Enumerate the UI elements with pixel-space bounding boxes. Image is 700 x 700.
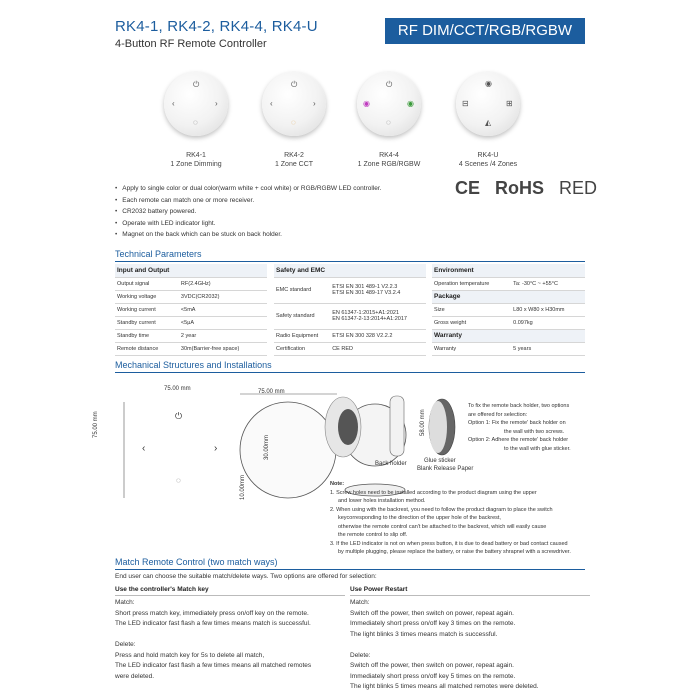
- param-value: 3VDC(CR2032): [179, 290, 267, 303]
- method-line: The LED indicator fast flash a few times means all matched remotes: [115, 662, 312, 669]
- section-divider: [115, 261, 585, 262]
- note-line: otherwise the remote control can't be attached to the backrest, which will easily cause: [338, 523, 547, 530]
- dimension-height: 75.00 mm: [93, 411, 99, 438]
- dimension-holder: 58.00 mm: [420, 409, 426, 436]
- param-value: CE RED: [330, 342, 426, 355]
- param-label: Size: [432, 303, 511, 316]
- table-row: [115, 303, 267, 316]
- method-head: Use Power Restart: [350, 586, 590, 596]
- table-header: Safety and EMC: [274, 264, 426, 277]
- remote-rk4-4-image: [357, 72, 421, 136]
- color-wheel-icon: ◉: [407, 99, 414, 108]
- param-value-line: EN 61347-1:2015+A1:2021: [332, 310, 400, 316]
- fix-instructions: [468, 402, 588, 453]
- power-icon: ⏻: [193, 80, 200, 89]
- param-label: Warranty: [432, 342, 511, 355]
- note-line: by multiple plugging, please replace the battery, or raise the battery shrapnel with a screwdriver.: [338, 549, 571, 555]
- remote-rk4-1-image: [164, 72, 228, 136]
- table-row: [274, 277, 426, 303]
- mech-section-title: Mechanical Structures and Installations: [115, 360, 272, 370]
- method-line: The light blinks 3 times means match is successful.: [350, 630, 498, 638]
- param-label: Operation temperature: [432, 277, 511, 290]
- environment-table: [432, 264, 585, 356]
- table-header: Input and Output: [115, 264, 267, 277]
- product-desc: 1 Zone RGB/RGBW: [357, 161, 421, 168]
- indicator-icon: ◌: [291, 118, 296, 127]
- match-intro: End user can choose the suitable match/delete ways. Two options are offered for selection:: [115, 573, 377, 580]
- feature-item: • CR2032 battery powered.: [115, 206, 381, 218]
- chevron-right-icon: ›: [313, 99, 316, 108]
- product-desc: 4 Scenes /4 Zones: [458, 161, 518, 168]
- table-header: Environment: [432, 264, 585, 277]
- method-line: Match:: [115, 599, 135, 606]
- scene-icon: ⊟: [462, 99, 469, 108]
- param-value: L80 x W80 x H30mm: [511, 303, 585, 316]
- param-value: 0.097kg: [511, 316, 585, 329]
- param-value: Ta: -30°C ~ +55°C: [511, 277, 585, 290]
- method-line: Immediately short press on/off key 5 times on the remote.: [350, 672, 516, 680]
- table-row: [115, 329, 267, 342]
- indicator-icon: ◌: [193, 118, 198, 127]
- param-value: 30m(Barrier-free space): [179, 342, 267, 355]
- table-row: [274, 303, 426, 329]
- certification-marks: [455, 178, 607, 199]
- product-desc: 1 Zone CCT: [274, 161, 314, 168]
- method-line: The light blinks 5 times means all matched remotes were deleted.: [350, 683, 539, 690]
- product-caption: [239, 151, 349, 169]
- product-model: RK4-U: [477, 152, 499, 159]
- method-line: The LED indicator fast flash a few times means match is successful.: [115, 620, 311, 627]
- table-header: Warranty: [432, 329, 585, 342]
- param-value: ETSI EN 300 328 V2.2.2: [330, 329, 426, 342]
- product-model: RK4-2: [284, 152, 304, 159]
- release-paper-image: [429, 401, 447, 453]
- param-value-line: EN 61347-2-13:2014+A1:2017: [332, 316, 407, 322]
- ce-mark: CE: [455, 178, 481, 198]
- power-icon: ⏻: [291, 80, 298, 89]
- notes-block: [330, 480, 590, 557]
- method-head: Use the controller's Match key: [115, 586, 345, 596]
- dimension-width-back: 75.00 mm: [258, 389, 285, 395]
- indicator-icon: ◌: [386, 118, 391, 127]
- table-row: [432, 342, 585, 355]
- table-row: [274, 342, 426, 355]
- table-row: [115, 277, 267, 290]
- method-line: Switch off the power, then switch on power, repeat again.: [350, 609, 514, 617]
- indicator-icon: ◌: [176, 476, 181, 485]
- param-value: 5 years: [511, 342, 585, 355]
- remote-rk4-2-image: [262, 72, 326, 136]
- feature-item: • Magnet on the back which can be stuck on back holder.: [115, 229, 381, 241]
- fix-line: Option 1: Fix the remote' back holder on: [468, 420, 566, 426]
- product-caption: [334, 151, 444, 169]
- product-model: RK4-1: [186, 152, 206, 159]
- method-line: were deleted.: [115, 672, 155, 680]
- param-label: Radio Equipment: [274, 329, 330, 342]
- input-output-table: [115, 264, 267, 356]
- feature-item: • Apply to single color or dual color(warm white + cool white) or RGB/RGBW LED controller.: [115, 183, 381, 195]
- section-divider: [115, 372, 585, 373]
- tech-section-title: Technical Parameters: [115, 249, 202, 259]
- table-row: [432, 277, 585, 290]
- table-row: [115, 290, 267, 303]
- product-model: RK4-4: [379, 152, 399, 159]
- remote-rk4-u-image: [456, 72, 520, 136]
- param-value: [330, 303, 426, 329]
- dimension-width: 75.00 mm: [164, 386, 191, 392]
- product-type-banner: RF DIM/CCT/RGB/RGBW: [385, 18, 585, 44]
- param-label: Gross weight: [432, 316, 511, 329]
- power-icon: ⏻: [386, 80, 393, 89]
- page-title: RK4-1, RK4-2, RK4-4, RK4-U: [115, 18, 318, 35]
- match-section-title: Match Remote Control (two match ways): [115, 557, 278, 567]
- scene-icon: ◉: [485, 79, 492, 88]
- feature-list: [115, 183, 381, 241]
- method-line: Switch off the power, then switch on power, repeat again.: [350, 662, 514, 669]
- chevron-right-icon: ›: [215, 99, 218, 108]
- chevron-left-icon: ‹: [142, 443, 146, 454]
- red-mark: RED: [559, 178, 598, 198]
- param-label: Standby time: [115, 329, 179, 342]
- match-method-left: [115, 586, 345, 682]
- method-line: Match:: [350, 599, 370, 606]
- remote-side-image: [390, 396, 404, 456]
- color-wheel-icon: ◉: [363, 99, 370, 108]
- power-icon: ⏻: [175, 411, 183, 421]
- glue-sticker-label: Glue sticker: [424, 458, 456, 464]
- param-label: Output signal: [115, 277, 179, 290]
- fix-line: are offered for selection:: [468, 411, 528, 418]
- fix-line: to the wall with glue sticker.: [504, 445, 571, 452]
- param-value: <5μA: [179, 316, 267, 329]
- param-value: [330, 277, 426, 303]
- product-caption: [141, 151, 251, 169]
- param-label: EMC standard: [274, 277, 330, 303]
- safety-emc-table: [274, 264, 426, 356]
- param-label: Working current: [115, 303, 179, 316]
- chevron-left-icon: ‹: [172, 99, 175, 108]
- back-holder-label: Back holder: [375, 461, 407, 467]
- table-row: [115, 342, 267, 355]
- method-line: Press and hold match key for 5s to delete all match,: [115, 651, 265, 659]
- param-label: Working voltage: [115, 290, 179, 303]
- rohs-mark: RoHS: [495, 178, 545, 198]
- param-label: Safety standard: [274, 303, 330, 329]
- param-value: <5mA: [179, 303, 267, 316]
- chevron-right-icon: ›: [214, 443, 218, 454]
- feature-item: • Each remote can match one or more receiver.: [115, 195, 381, 207]
- chevron-left-icon: ‹: [270, 99, 273, 108]
- product-caption: [433, 151, 543, 169]
- note-line: keycorresponding to the direction of the upper hole of the backrest,: [338, 515, 501, 521]
- table-row: [432, 316, 585, 329]
- note-title: Note:: [330, 481, 345, 487]
- method-line: Delete:: [115, 641, 136, 648]
- note-line: and lower holes installation method.: [338, 498, 426, 504]
- method-line: Short press match key, immediately press on/off key on the remote.: [115, 609, 309, 617]
- match-method-right: [350, 586, 590, 693]
- dimension-inner: 30.00mm: [264, 434, 270, 460]
- param-value: 2 year: [179, 329, 267, 342]
- param-label: Standby current: [115, 316, 179, 329]
- table-header: Package: [432, 290, 585, 303]
- page-subtitle: 4-Button RF Remote Controller: [115, 38, 267, 50]
- note-line: 1. Screw holes need to be installed according to the product diagram using the upper: [330, 489, 537, 496]
- table-row: [432, 303, 585, 316]
- product-desc: 1 Zone Dimming: [170, 161, 222, 168]
- param-value: RF(2.4GHz): [179, 277, 267, 290]
- param-value-line: ETSI EN 301 489-1 V2.2.3: [332, 284, 398, 290]
- remote-front-outline: [240, 402, 336, 498]
- method-line: Delete:: [350, 651, 371, 659]
- note-line: 2. When using with the backrest, you need to follow the product diagram to place the switch: [330, 506, 553, 513]
- release-paper-label: Blank Release Paper: [417, 466, 474, 472]
- dimension-depth: 10.00mm: [240, 474, 246, 500]
- param-value-line: ETSI EN 301 489-17 V3.2.4: [332, 290, 401, 296]
- section-divider: [115, 569, 585, 570]
- method-line: [350, 640, 590, 651]
- param-label: Certification: [274, 342, 330, 355]
- scene-icon: ⊞: [506, 99, 513, 108]
- param-label: Remote distance: [115, 342, 179, 355]
- holder-3d-inner: [338, 409, 358, 445]
- method-line: [115, 630, 345, 641]
- table-row: [274, 329, 426, 342]
- fix-line: the wall with two screws.: [504, 428, 565, 435]
- note-line: the remote control to slip off.: [338, 532, 408, 538]
- note-line: 3. If the LED indicator is not on when press button, it is due to dead battery or bad contact caused: [330, 540, 568, 547]
- table-row: [115, 316, 267, 329]
- method-line: Immediately short press on/off key 3 times on the remote.: [350, 620, 516, 627]
- scene-icon: ◭: [485, 118, 492, 127]
- feature-item: • Operate with LED indicator light.: [115, 218, 381, 230]
- fix-line: Option 2: Adhere the remote' back holder: [468, 437, 569, 443]
- fix-line: To fix the remote back holder, two options: [468, 403, 570, 409]
